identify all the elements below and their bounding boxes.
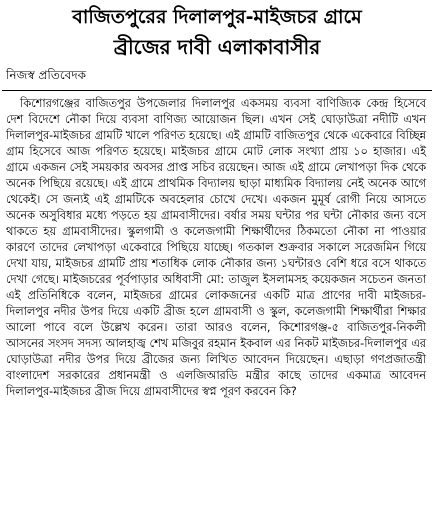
headline-line-1: বাজিতপুরের দিলালপুর-মাইজচর গ্রামে	[72, 6, 362, 28]
byline: নিজস্ব প্রতিবেদক	[6, 68, 87, 82]
byline-divider	[2, 90, 432, 91]
article-body: কিশোরগঞ্জের বাজিতপুর উপজেলার দিলালপুর একসময় ব্যবসা বাণিজ্যিক কেন্দ্র হিসেবে দেশ বিদেশে নৌকা দিয়ে ব্যবসা বাণিজ্য আয়োজন ছিল। এখন সেই ঘোড়াউত্রা নদীটি এখন দিলালপুর-মাইজচর গ্রামটি খালে পরিণত হয়েছে। এই গ্রামটি বাজিতপুর থেকে একেবারে বিচ্ছিন্ন গ্রাম হিসেবে আজ পরিণত হয়েছে। মাইজচর গ্রামে মোট লোক সংখ্যা প্রায় ১০ হাজার। এই গ্রামে একজন সেই সময়কার অবসর প্রাপ্ত সচিব রয়েছেন। আজ এই গ্রামে লেখাপড়া দিক থেকে অনেক পিছিয়ে রয়েছে। এই গ্রামে প্রাথমিক বিদ্যালয় ছাড়া মাধ্যমিক বিদ্যালয় নেই অনেক আগে থেকেই। সে জন্যই এই গ্রামটিকে অবহেলার চোখে দেখে। একজন মুমূর্ষ রোগী নিয়ে আসতে অনেক অসুবিধার মধ্যে পড়তে হয় গ্রামবাসীদের। বর্ষার সময় ঘন্টার পর ঘন্টা নৌকার জন্য বসে থাকতে হয় গ্রামবাসীদের। স্কুলগামী ও কলেজগামী শিক্ষার্থীদের ঠিকমতো নৌকা না পাওয়ার কারণে তাদের লেখাপড়া একেবারে পিছিয়ে যাচ্ছে। গতকাল শুক্রবার সকালে সরেজমিন গিয়ে দেখা যায়, মাইজচর গ্রামটি প্রায় শতাধিক লোক নৌকার জন্য ১ঘন্টারও বেশি ধরে বসে থাকতে দেখা গেছে। মাইজচরের পূর্বপাড়ার অধিবাসী মো: তাজুল ইসলামসহ কয়েকজন সচেতন জনতা এই প্রতিনিধিকে বলেন, মাইজচর গ্রামের লোকজনের একটি মাত্র প্রাণের দাবী মাইজচর-দিলালপুর নদীর উপর দিয়ে একটি ব্রীজ হলে গ্রামবাসী ও স্কুল, কলেজগামী শিক্ষার্থীরা শিক্ষার আলো পাবে বলে উল্লেখ করেন। তারা আরও বলেন, কিশোরগঞ্জ-৫ বাজিতপুর-নিকলী আসনের সংসদ সদস্য আলহাজ্ব শেখ মজিবুর রহমান ইকবাল এর নিকট মাইজচর-দিলালপুর এর ঘোড়াউত্রা নদীর উপর দিয়ে ব্রীজের জন্য লিখিত আবেদন দিয়েছেন। এছাড়া গণপ্রজাতন্ত্রী বাংলাদেশ সরকারের প্রধানমন্ত্রী ও এলজিআরডি মন্ত্রীর কাছে তাদের একমাত্র আবেদন দিলালপুর-মাইজচর ব্রীজ দিয়ে গ্রামবাসীদের স্বপ্ন পূরণ করবেন কি?	[6, 97, 426, 398]
article-headline	[0, 2, 434, 62]
headline-line-2: ব্রীজের দাবী এলাকাবাসীর	[113, 35, 321, 59]
